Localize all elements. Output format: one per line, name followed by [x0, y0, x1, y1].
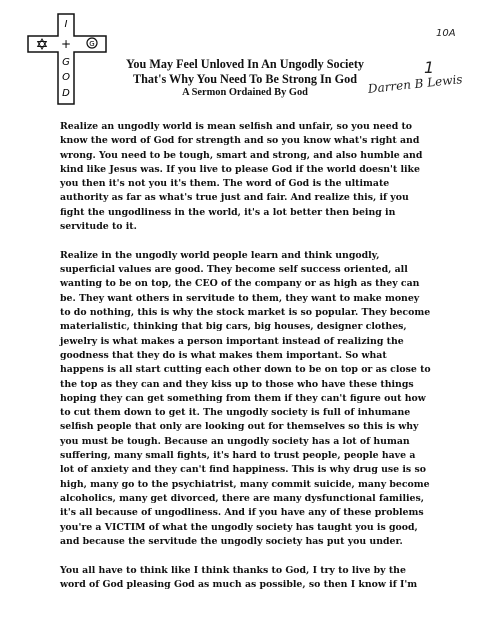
paragraph-2	[60, 249, 446, 549]
text-line: servitude to it.	[60, 221, 137, 233]
text-line: fight the ungodliness in the world, it's a lot better then being in	[60, 206, 396, 218]
subtitle: A Sermon Ordained By God	[182, 87, 308, 98]
text-line: know the word of God for strength and so you know what's right and	[60, 135, 420, 147]
page-number: 1	[424, 58, 435, 77]
text-line: superficial values are good. They become self success oriented, all	[60, 264, 408, 276]
cross-glyph-i: I	[64, 19, 68, 30]
text-line: be. They want others in servitude to them, they want to make money	[60, 292, 420, 304]
text-line: You all have to think like I think thanks to God, I try to live by the	[60, 564, 406, 576]
cross-glyph-g2: G	[62, 57, 70, 68]
title-line-1: You May Feel Unloved In An Ungodly Society	[125, 57, 364, 71]
text-line: you must be tough. Because an ungodly society has a lot of human	[60, 435, 410, 447]
text-line: to do nothing, this is why the stock market is so popular. They become	[60, 307, 431, 319]
sermon-title-block	[100, 57, 390, 100]
text-line: lot of anxiety and they can't find happiness. This is why drug use is so	[60, 464, 426, 476]
cross-glyph-plus: +	[60, 37, 72, 51]
star-of-david-icon	[38, 39, 47, 49]
paragraph-1	[60, 120, 446, 234]
text-line: selfish people that only are looking out for themselves so this is why	[60, 421, 419, 433]
cross-glyph-g: G	[89, 40, 95, 48]
text-line: wanting to be on top, the CEO of the company or as high as they can	[60, 278, 420, 290]
text-line: wrong. You need to be tough, smart and strong, and also humble and	[60, 149, 423, 161]
text-line: suffering, many small fights, it's hard to trust people, people have a	[60, 450, 416, 462]
title-line-2: That's Why You Need To Be Strong In God	[133, 71, 357, 86]
cross-glyph-d: D	[62, 88, 70, 99]
text-line: kind like Jesus was. If you live to please God if the world doesn't like	[60, 163, 420, 175]
text-line: jewelry is what makes a person important instead of realizing the	[60, 335, 404, 347]
text-line: Realize in the ungodly world people learn and think ungodly,	[60, 249, 380, 261]
text-line: hoping they can get something from them if they can't figure out how	[60, 392, 426, 404]
text-line: Realize an ungodly world is mean selfish and unfair, so you need to	[60, 121, 413, 132]
text-line: materialistic, thinking that big cars, big houses, designer clothes,	[60, 321, 407, 333]
text-line: and because the servitude the ungodly society has put you under.	[60, 535, 403, 547]
text-line: word of God pleasing God as much as possible, so then I know if I'm	[60, 578, 418, 590]
text-line: goodness that they do is what makes them important. So what	[60, 349, 387, 361]
page-code: 10A	[436, 28, 456, 39]
handwritten-signature: Darren B Lewis	[367, 72, 464, 96]
text-line: alcoholics, many get divorced, there are many dysfunctional families,	[60, 492, 425, 504]
text-line: high, many go to the psychiatrist, many commit suicide, many become	[60, 478, 430, 490]
text-line: you're a VICTIM of what the ungodly society has taught you is good,	[60, 521, 418, 533]
text-line: to cut them down to get it. The ungodly society is full of inhumane	[60, 407, 411, 419]
text-line: it's all because of ungodliness. And if you have any of these problems	[60, 507, 424, 519]
paragraph-3	[60, 564, 446, 593]
text-line: you then it's not you it's them. The word of God is the ultimate	[60, 178, 390, 190]
text-line: authority as far as what's true just and fair. And realize this, if you	[60, 192, 409, 204]
sermon-body	[60, 120, 446, 592]
text-line: happens is all start cutting each other down to be on top or as close to	[60, 364, 431, 376]
cross-glyph-o: O	[62, 72, 70, 83]
text-line: the top as they can and they kiss up to those who have these things	[60, 378, 414, 390]
